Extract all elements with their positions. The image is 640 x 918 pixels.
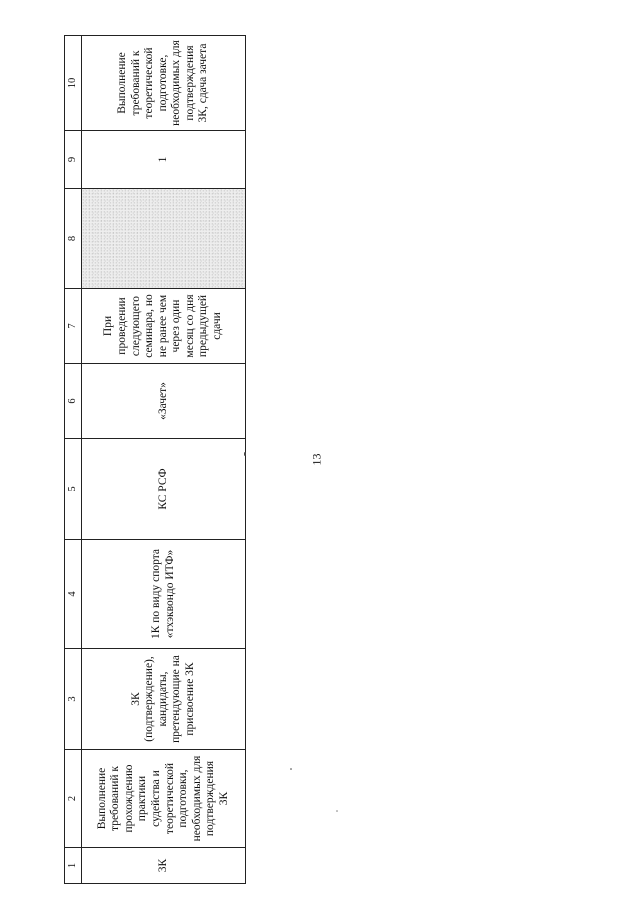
scan-speck <box>290 768 292 770</box>
column-number-8: 8 <box>65 189 82 289</box>
cell-shaded <box>82 189 246 289</box>
column-number-10: 10 <box>65 36 82 131</box>
column-number-9: 9 <box>65 131 82 189</box>
cell-assessment: «Зачет» <box>82 364 246 439</box>
table-row <box>82 36 246 884</box>
rotated-table-container <box>64 36 246 884</box>
column-number-row <box>65 36 82 884</box>
cell-requirements: Выполнение требований к прохождению практики судейства и теоретической подготовки, необходимых для подтверждения 3К <box>82 750 246 848</box>
scan-speck <box>336 810 338 812</box>
cell-theory-requirements: Выполнение требований к теоретической подготовке, необходимых для подтверждения 3К, сдача зачета <box>82 36 246 131</box>
scan-speck <box>244 452 246 456</box>
column-number-2: 2 <box>65 750 82 848</box>
cell-organization: КС РСФ <box>82 439 246 540</box>
cell-count: 1 <box>82 131 246 189</box>
column-number-7: 7 <box>65 289 82 364</box>
cell-candidates: 3К (подтверждение), кандидаты, претендующие на присвоение 3К <box>82 649 246 750</box>
referee-qualification-table <box>64 35 246 884</box>
column-number-5: 5 <box>65 439 82 540</box>
column-number-1: 1 <box>65 848 82 884</box>
cell-category: 3К <box>82 848 246 884</box>
column-number-4: 4 <box>65 540 82 649</box>
cell-timing: При проведении следующего семинара, но не ранее чем через один месяц со дня предыдущей сдачи <box>82 289 246 364</box>
cell-sport-category: 1К по виду спорта «тхэквондо ИТФ» <box>82 540 246 649</box>
column-number-6: 6 <box>65 364 82 439</box>
page-number: 13 <box>309 453 324 466</box>
column-number-3: 3 <box>65 649 82 750</box>
